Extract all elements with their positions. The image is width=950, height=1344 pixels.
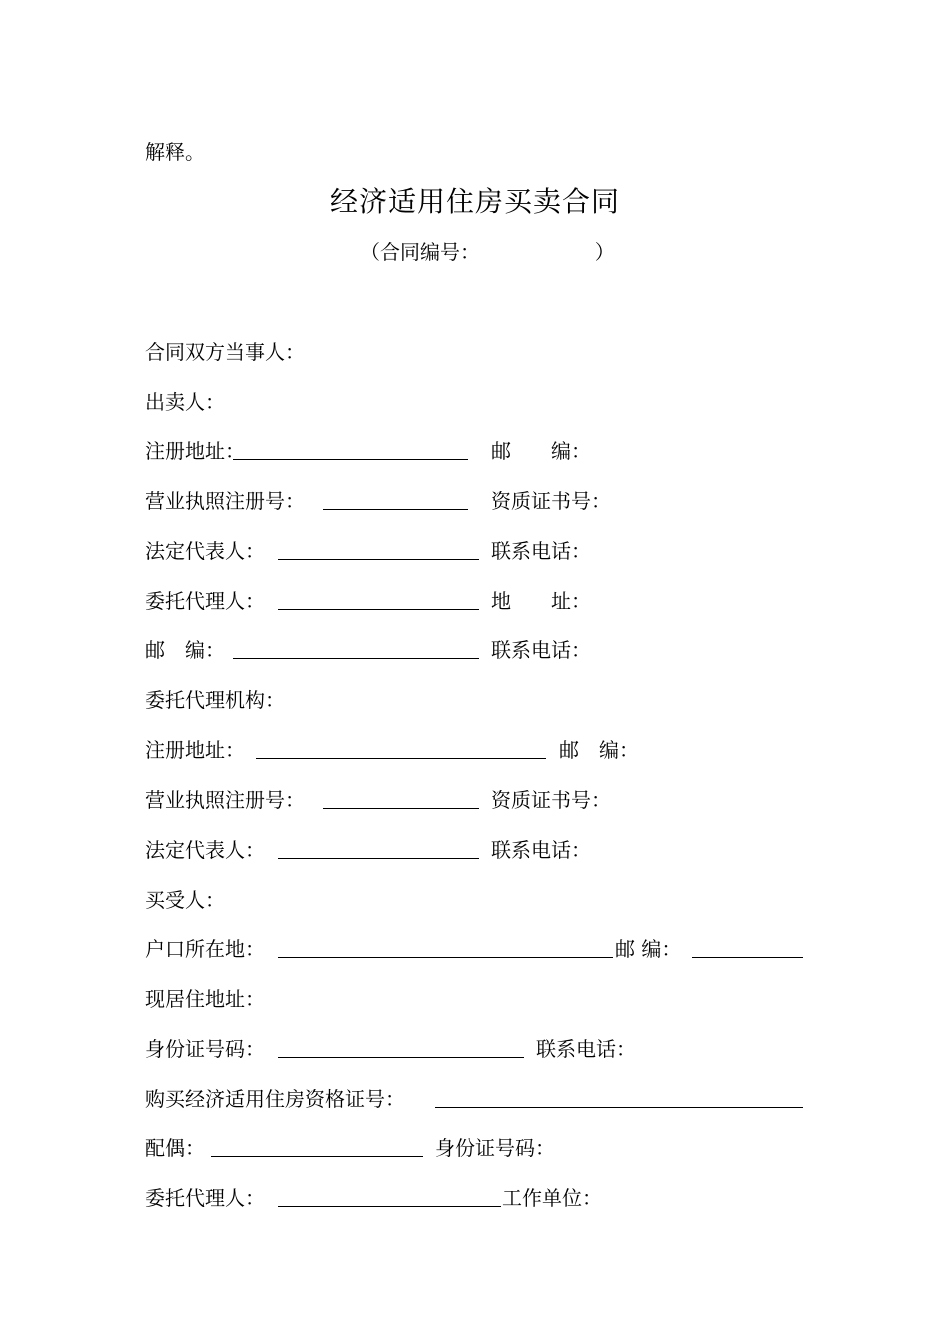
document-title: 经济适用住房买卖合同 bbox=[329, 185, 620, 218]
buyer-phone-label: 联系电话： bbox=[536, 1037, 636, 1061]
agency-phone-label: 联系电话： bbox=[491, 838, 591, 862]
agency-reg-address-field[interactable] bbox=[256, 758, 546, 759]
seller-legal-rep-field[interactable] bbox=[278, 559, 479, 560]
buyer-agent-label: 委托代理人： bbox=[145, 1186, 265, 1210]
agency-license-label: 营业执照注册号： bbox=[145, 788, 305, 812]
contract-number-open: （合同编号： bbox=[360, 240, 480, 264]
buyer-spouse-id-label: 身份证号码： bbox=[435, 1136, 555, 1160]
agency-license-field[interactable] bbox=[323, 808, 479, 809]
contract-number-close: ） bbox=[594, 240, 615, 264]
seller-heading: 出卖人： bbox=[145, 390, 225, 414]
seller-agent-postcode-label: 邮 编： bbox=[145, 638, 225, 662]
agency-reg-address-label: 注册地址： bbox=[145, 738, 245, 762]
buyer-heading: 买受人： bbox=[145, 888, 225, 912]
agency-qualification-label: 资质证书号： bbox=[491, 788, 611, 812]
seller-phone-label: 联系电话： bbox=[491, 539, 591, 563]
agency-legal-rep-field[interactable] bbox=[278, 858, 479, 859]
seller-address-label: 地 址： bbox=[491, 589, 591, 613]
buyer-spouse-label: 配偶： bbox=[145, 1136, 205, 1160]
agency-postcode-label: 邮 编： bbox=[559, 738, 639, 762]
buyer-postcode-field[interactable] bbox=[692, 957, 803, 958]
seller-legal-rep-label: 法定代表人： bbox=[145, 539, 265, 563]
buyer-spouse-field[interactable] bbox=[211, 1156, 423, 1157]
buyer-qualification-label: 购买经济适用住房资格证号： bbox=[145, 1087, 405, 1111]
seller-reg-address-label: 注册地址： bbox=[145, 439, 245, 463]
agency-legal-rep-label: 法定代表人： bbox=[145, 838, 265, 862]
buyer-employer-label: 工作单位： bbox=[502, 1186, 602, 1210]
buyer-qualification-field[interactable] bbox=[435, 1107, 803, 1108]
buyer-id-field[interactable] bbox=[278, 1057, 524, 1058]
buyer-agent-field[interactable] bbox=[278, 1206, 501, 1207]
seller-reg-address-field[interactable] bbox=[233, 459, 468, 460]
seller-agent-label: 委托代理人： bbox=[145, 589, 265, 613]
agency-heading: 委托代理机构： bbox=[145, 688, 285, 712]
buyer-residence-label: 现居住地址： bbox=[145, 987, 265, 1011]
contract-number-label bbox=[360, 240, 615, 264]
intro-tail-text: 解释。 bbox=[145, 140, 205, 164]
parties-heading: 合同双方当事人： bbox=[145, 340, 305, 364]
seller-license-field[interactable] bbox=[323, 509, 468, 510]
seller-postcode-label: 邮 编： bbox=[491, 439, 591, 463]
seller-qualification-label: 资质证书号： bbox=[491, 489, 611, 513]
buyer-hukou-label: 户口所在地： bbox=[145, 937, 265, 961]
seller-license-label: 营业执照注册号： bbox=[145, 489, 305, 513]
seller-agent-phone-label: 联系电话： bbox=[491, 638, 591, 662]
seller-agent-field[interactable] bbox=[278, 609, 479, 610]
buyer-hukou-field[interactable] bbox=[278, 957, 613, 958]
buyer-postcode-label: 邮 编： bbox=[615, 937, 682, 961]
buyer-id-label: 身份证号码： bbox=[145, 1037, 265, 1061]
seller-agent-postcode-field[interactable] bbox=[233, 658, 479, 659]
